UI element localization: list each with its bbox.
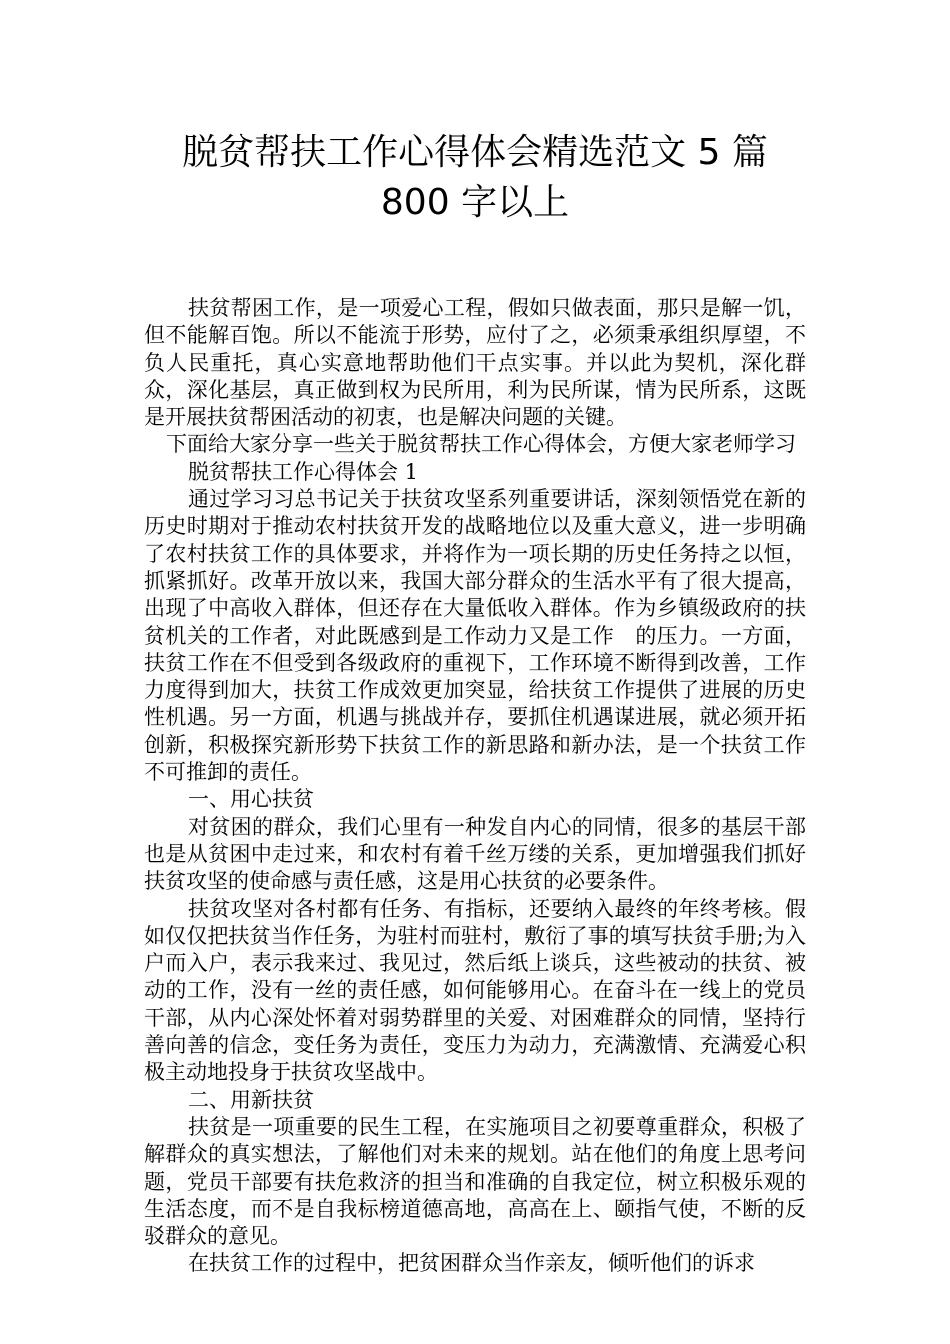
subheading-heart: 一、用心扶贫 [188,787,314,812]
innovation-paragraph-1: 扶贫是一项重要的民生工程，在实施项目之初要尊重群众，积极了解群众的真实想法，了解他们对未来的规划。站在他们的角度上思考问题，党员干部要有扶危救济的担当和准确的自我定位，树立积极乐观的生活态度，而不是自我标榜道德高地，高高在上、颐指气使，不断的反驳群众的意见。 [144,1114,806,1249]
intro-share-paragraph: 下面给大家分享一些关于脱贫帮扶工作心得体会，方便大家老师学习 [166,432,796,457]
heart-paragraph-1: 对贫困的群众，我们心里有一种发自内心的同情，很多的基层干部也是从贫困中走过来，和农村有着千丝万缕的关系，更加增强我们抓好扶贫攻坚的使命感与责任感，这是用心扶贫的必要条件。 [144,814,806,894]
subheading-innovation: 二、用新扶贫 [188,1087,314,1112]
heart-paragraph-2: 扶贫攻坚对各村都有任务、有指标，还要纳入最终的年终考核。假如仅仅把扶贫当作任务，为驻村而驻村，敷衍了事的填写扶贫手册;为入户而入户，表示我来过、我见过，然后纸上谈兵，这些被动的扶贫、被动的工作，没有一丝的责任感，如何能够用心。在奋斗在一线上的党员干部，从内心深处怀着对弱势群里的关爱、对困难群众的同情，坚持行善向善的信念，变任务为责任，变压力为动力，充满激情、充满爱心积极主动地投身于扶贫攻坚战中。 [144,896,806,1085]
document-title [100,128,850,228]
innovation-paragraph-2: 在扶贫工作的过程中，把贫困群众当作亲友，倾听他们的诉求 [188,1251,755,1276]
section-paragraph: 通过学习习总书记关于扶贫攻坚系列重要讲话，深刻领悟党在新的历史时期对于推动农村扶贫开发的战略地位以及重大意义，进一步明确了农村扶贫工作的具体要求，并将作为一项长期的历史任务持之以恒，抓紧抓好。改革开放以来，我国大部分群众的生活水平有了很大提高，出现了中高收入群体，但还存在大量低收入群体。作为乡镇级政府的扶贫机关的工作者，对此既感到是工作动力又是工作 的压力。一方面，扶贫工作在不但受到各级政府的重视下，工作环境不断得到改善，工作力度得到加大，扶贫工作成效更加突显，给扶贫工作提供了进展的历史性机遇。另一方面，机遇与挑战并存，要抓住机遇谋进展，就必须开拓创新，积极探究新形势下扶贫工作的新思路和新办法，是一个扶贫工作不可推卸的责任。 [144,487,806,785]
title-line-2: 800 字以上 [380,182,570,223]
document-body [144,295,806,1278]
section-title: 脱贫帮扶工作心得体会 1 [188,459,419,484]
title-line-1: 脱贫帮扶工作心得体会精选范文 5 篇 [182,132,768,173]
intro-paragraph: 扶贫帮困工作，是一项爱心工程，假如只做表面，那只是解一饥，但不能解百饱。所以不能流于形势，应付了之，必须秉承组织厚望，不负人民重托，真心实意地帮助他们干点实事。并以此为契机，深化群众，深化基层，真正做到权为民所用，利为民所谋，情为民所系，这既是开展扶贫帮困活动的初衷，也是解决问题的关键。 [144,296,806,430]
